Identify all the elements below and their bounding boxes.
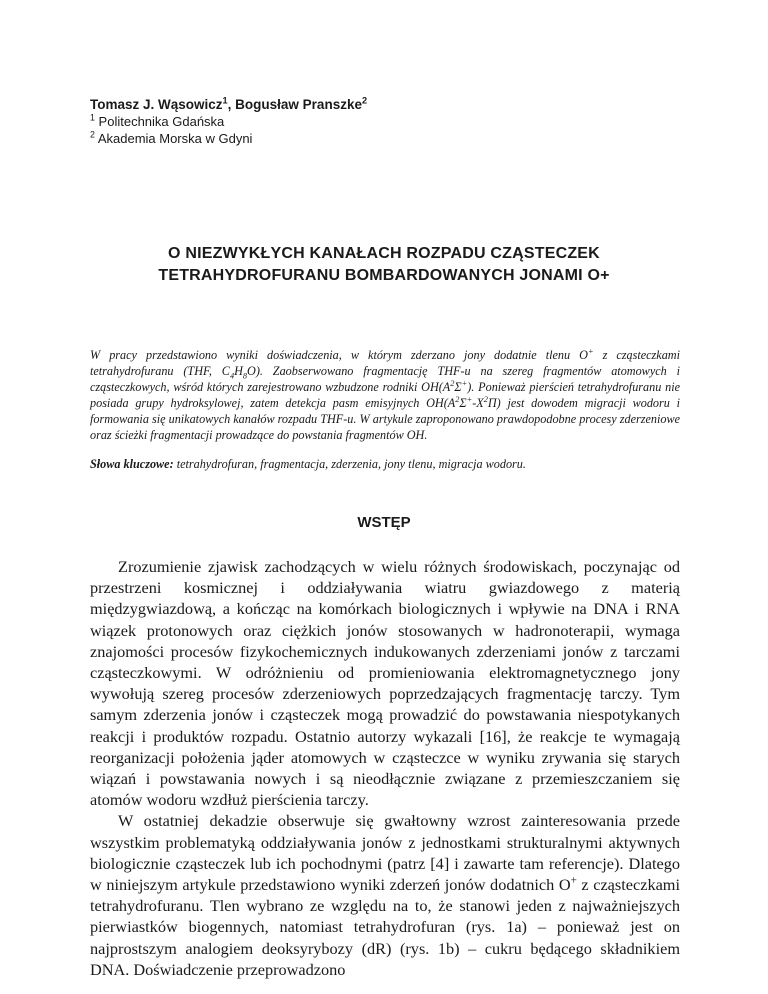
keywords-text: tetrahydrofuran, fragmentacja, zderzenia, jony tlenu, migracja wodoru. bbox=[173, 457, 526, 471]
abstract-text: -X bbox=[472, 396, 484, 411]
abstract-text: ). Ponieważ pierścień tetrahydrofuranu nie posiada grupy hydroksylowej, zatem detekcja pasm emisyjnych OH(A bbox=[90, 380, 680, 411]
body-paragraph-1: Zrozumienie zjawisk zachodzących w wielu różnych środowiskach, poczynając od przestrzeni kosmicznej i oddziaływania wiatru gwiazdowego z materią międzygwiazdową, a kończąc na komórkach biologicznych i wpływie na DNA i RNA wiązek protonowych oraz ciężkich jonów stosowanych w hadronoterapii, wymaga znajomości procesów fizykochemicznych indukowanych zderzeniami jonów z tarczami cząsteczkowymi. W odróżnieniu od promieniowania elektromagnetycznego jony wywołują szereg procesów zderzeniowych poprzedzających fragmentację tarczy. Tym samym zderzenia jonów i cząsteczek mogą prowadzić do powstawania niespotykanych reakcji i produktów rozpadu. Ostatnio autorzy wykazali [16], że reakcje te wymagają reorganizacji położenia jąder atomowych w cząsteczce w wyniku zrywania się starych wiązań i powstawania nowych i są nieodłącznie związane z przemieszczaniem się atomów wodoru wzdłuż pierścienia tarczy. bbox=[90, 557, 680, 810]
paper-title bbox=[80, 243, 688, 287]
abstract-text: H bbox=[234, 364, 243, 379]
section-heading: WSTĘP bbox=[357, 514, 411, 531]
abstract-text: Π) jest dowodem migracji wodoru i formowania się unikatowych kanałów rozpadu THF-u. W artykule zaproponowano prawdopodobne procesy zderzeniowe oraz ścieżki fragmentacji prowadzące do powstania fragmentów OH. bbox=[90, 396, 680, 443]
author-names bbox=[90, 96, 690, 113]
keywords-label: Słowa kluczowe: bbox=[90, 457, 174, 471]
author-name-2: Bogusław Pranszke bbox=[235, 97, 362, 112]
body-text-run: z cząsteczkami tetrahydrofuranu. Tlen wybrano ze względu na to, że stanowi jeden z najważniejszych pierwiastków biogennych, natomiast tetrahydrofuran (rys. 1a) – ponieważ jest on najprostszym analogiem deoksyrybozy (dR) (rys. 1b) – cukru będącego składnikiem DNA. Doświadczenie przeprowadzono bbox=[90, 875, 680, 979]
body-paragraph-2 bbox=[90, 810, 680, 980]
affiliation-1 bbox=[90, 113, 690, 130]
abstract-text: W pracy przedstawiono wyniki doświadczenia, w którym zderzano jony dodatnie tlenu O bbox=[90, 348, 588, 362]
abstract-sup: 2 bbox=[483, 395, 488, 405]
affiliation-text: Politechnika Gdańska bbox=[98, 114, 225, 129]
abstract-sup: 2 bbox=[455, 395, 460, 405]
author-name-1: Tomasz J. Wąsowicz bbox=[90, 97, 223, 112]
author-affil-marker-1: 1 bbox=[222, 95, 228, 106]
abstract-text: Σ bbox=[454, 380, 462, 395]
affiliation-number: 2 bbox=[90, 129, 95, 140]
author-affil-marker-2: 2 bbox=[361, 95, 368, 106]
abstract-sub: 4 bbox=[229, 371, 235, 381]
abstract-sup: + bbox=[466, 395, 473, 405]
title-line-2: TETRAHYDROFURANU BOMBARDOWANYCH JONAMI O+ bbox=[158, 267, 610, 284]
body-sup: + bbox=[570, 874, 577, 887]
abstract bbox=[90, 347, 680, 444]
abstract-text: Σ bbox=[459, 396, 467, 411]
abstract-sup: + bbox=[461, 379, 468, 389]
abstract-sub: 8 bbox=[242, 371, 248, 381]
affiliation-text: Akademia Morska w Gdyni bbox=[97, 131, 253, 146]
affiliation-2 bbox=[90, 130, 690, 147]
affiliation-number: 1 bbox=[90, 112, 95, 123]
keywords bbox=[90, 456, 680, 472]
abstract-sup: + bbox=[587, 346, 594, 356]
title-line-1: O NIEZWYKŁYCH KANAŁACH ROZPADU CZĄSTECZEK bbox=[168, 245, 600, 262]
abstract-text: z cząsteczkami tetrahydrofuranu (THF, C bbox=[90, 348, 680, 379]
body-text-run: W ostatniej dekadzie obserwuje się gwałtowny wzrost zainteresowania przede wszystkim problematyką oddziaływania jonów z jednostkami strukturalnymi aktywnych biologicznie cząsteczek lub ich pochodnymi (patrz [4] i zawarte tam referencje). Dlatego w niniejszym artykule przedstawiono wyniki zderzeń jonów dodatnich O bbox=[90, 811, 680, 895]
body-text bbox=[90, 556, 680, 980]
author-block bbox=[90, 96, 690, 147]
abstract-text: O). Zaobserwowano fragmentację THF-u na szereg fragmentów atomowych i cząsteczkowych, wśród których zarejestrowano wzbudzone rodniki OH(A bbox=[90, 364, 680, 395]
abstract-sup: 2 bbox=[450, 379, 455, 389]
author-separator: , bbox=[227, 97, 236, 112]
